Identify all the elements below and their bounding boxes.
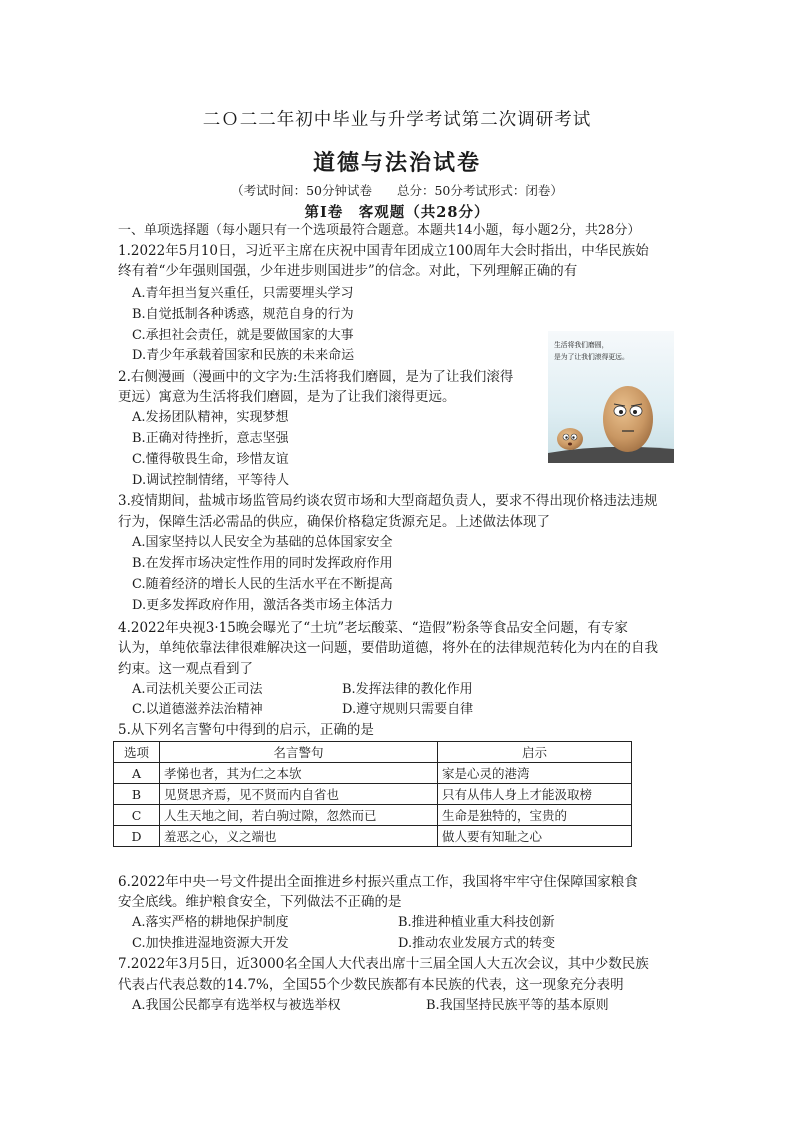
answer-option: C.承担社会责任，就是要做国家的大事: [132, 328, 354, 343]
small-stone-character: [557, 428, 583, 450]
table-cell: 做人要有知耻之心: [438, 826, 632, 847]
answer-option: A.落实严格的耕地保护制度: [132, 915, 289, 930]
answer-option: A.青年担当复兴重任，只需要埋头学习: [132, 286, 354, 301]
pupil-icon: [565, 436, 567, 438]
question-line: 更远）寓意为生活将我们磨圆，是为了让我们滚得更远。: [118, 389, 456, 405]
answer-option: B.推进种植业重大科技创新: [398, 915, 555, 930]
answer-option: A.发扬团队精神，实现梦想: [132, 410, 289, 425]
cartoon-image: [548, 331, 674, 463]
answer-option: A.国家坚持以人民安全为基础的总体国家安全: [132, 535, 393, 550]
table-header-row: [114, 742, 632, 763]
pupil-icon: [572, 436, 574, 438]
quote-table: [113, 741, 632, 847]
question-line: 2.右侧漫画（漫画中的文字为:生活将我们磨圆，是为了让我们滚得: [118, 369, 514, 385]
cartoon-caption: 生活将我们磨圆，: [554, 341, 609, 349]
table-cell: 只有从伟人身上才能汲取榜: [438, 784, 632, 805]
question-line: 约束。这一观点看到了: [118, 661, 253, 677]
question-line: 7.2022年3月5日，近3000名全国人大代表出席十三届全国人大五次会议，其中少数民族: [118, 956, 649, 972]
exam-info: （考试时间：50分钟试卷 总分：50分考试形式：闭卷）: [231, 183, 563, 198]
question-line: 4.2022年央视3·15晚会曝光了“土坑”老坛酸菜、“造假”粉条等食品安全问题，有专家: [118, 620, 628, 636]
pupil-icon: [633, 410, 637, 414]
answer-option: D.调试控制情绪，平等待人: [132, 473, 290, 488]
table-header: 选项: [114, 742, 160, 763]
answer-option: D.推动农业发展方式的转变: [398, 936, 556, 951]
exam-title: 二Ｏ二二年初中毕业与升学考试第二次调研考试: [202, 110, 592, 130]
mouth-icon: [568, 443, 572, 446]
answer-option: A.我国公民都享有选举权与被选举权: [132, 998, 341, 1013]
answer-option: B.在发挥市场决定性作用的同时发挥政府作用: [132, 556, 393, 571]
section-title: 一、单项选择题（每小题只有一个选项最符合题意。本题共14小题，每小题2分，共28分）: [118, 223, 641, 238]
question-line: 行为，保障生活必需品的供应，确保价格稳定货源充足。上述做法体现了: [118, 514, 550, 530]
table-body: [114, 763, 632, 847]
table-cell: C: [114, 805, 160, 826]
question-line: 代表占代表总数的14.7%，全国55个少数民族都有本民族的代表，这一现象充分表明: [118, 977, 624, 993]
table-row: [114, 826, 632, 847]
table-cell: 人生天地之间，若白驹过隙，忽然而已: [160, 805, 438, 826]
table-cell: 家是心灵的港湾: [438, 763, 632, 784]
question-line: 安全底线。维护粮食安全，下列做法不正确的是: [118, 894, 402, 910]
cartoon-caption: 是为了让我们滚得更远。: [554, 353, 629, 361]
answer-option: B.我国坚持民族平等的基本原则: [426, 998, 609, 1013]
table-row: [114, 805, 632, 826]
question-line: 终有着“少年强则国强，少年进步则国进步”的信念。对此，下列理解正确的有: [118, 263, 578, 279]
answer-option: C.加快推进湿地资源大开发: [132, 936, 289, 951]
answer-option: D.更多发挥政府作用，激活各类市场主体活力: [132, 598, 394, 613]
table-cell: 羞恶之心，义之端也: [160, 826, 438, 847]
table-header: 名言警句: [160, 742, 438, 763]
answer-option: C.懂得敬畏生命，珍惜友谊: [132, 452, 289, 467]
question-line: 6.2022年中央一号文件提出全面推进乡村振兴重点工作，我国将牢牢守住保障国家粮食: [118, 874, 638, 890]
table-cell: D: [114, 826, 160, 847]
answer-option: A.司法机关要公正司法: [132, 682, 263, 697]
answer-option: B.正确对待挫折，意志坚强: [132, 431, 289, 446]
answer-option: C.以道德滋养法治精神: [132, 702, 263, 717]
large-stone-character: [603, 386, 653, 452]
pupil-icon: [619, 410, 623, 414]
part-title: 第Ⅰ卷 客观题（共28分）: [304, 204, 490, 221]
table-cell: 见贤思齐焉，见不贤而内自省也: [160, 784, 438, 805]
table-cell: 孝悌也者，其为仁之本欤: [160, 763, 438, 784]
table-row: [114, 784, 632, 805]
table-header: 启示: [438, 742, 632, 763]
answer-option: C.随着经济的增长人民的生活水平在不断提高: [132, 577, 393, 592]
question-line: 5.从下列名言警句中得到的启示，正确的是: [118, 722, 374, 738]
answer-option: B.发挥法律的教化作用: [342, 682, 473, 697]
question-line: 认为，单纯依靠法律很难解决这一问题，要借助道德，将外在的法律规范转化为内在的自我: [118, 640, 658, 656]
table-cell: 生命是独特的，宝贵的: [438, 805, 632, 826]
subject-title: 道德与法治试卷: [312, 150, 481, 176]
question-line: 3.疫情期间，盐城市场监管局约谈农贸市场和大型商超负责人，要求不得出现价格违法违规: [118, 493, 658, 509]
question-line: 1.2022年5月10日，习近平主席在庆祝中国青年团成立100周年大会时指出，中华民族始: [118, 243, 649, 259]
table-cell: A: [114, 763, 160, 784]
table-cell: B: [114, 784, 160, 805]
table-row: [114, 763, 632, 784]
answer-option: D.遵守规则只需要自律: [342, 702, 474, 717]
answer-option: B.自觉抵制各种诱惑，规范自身的行为: [132, 307, 354, 322]
answer-option: D.青少年承载着国家和民族的未来命运: [132, 348, 355, 363]
